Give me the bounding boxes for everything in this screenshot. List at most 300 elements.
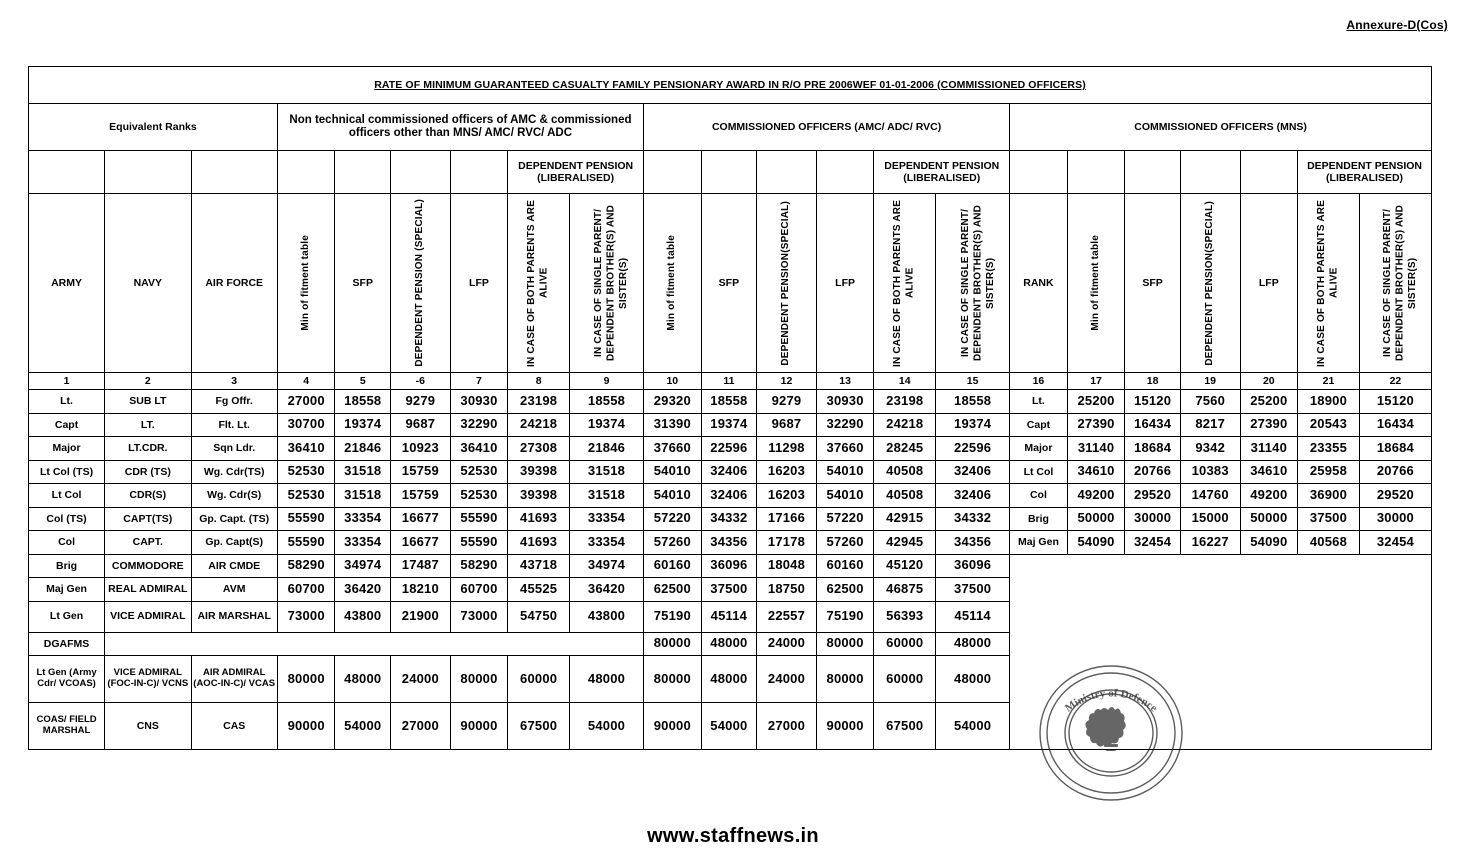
column-index-20: 20	[1240, 373, 1298, 390]
cell-g2-c10: 54010	[644, 460, 702, 484]
group-equivalent-ranks: Equivalent Ranks	[29, 104, 278, 151]
cell-g1-c4: 36410	[277, 437, 335, 461]
cell-g2-c13: 54010	[816, 484, 874, 508]
cell-g3-c17: 34610	[1067, 460, 1125, 484]
column-index-21: 21	[1298, 373, 1360, 390]
column-index-5: 5	[335, 373, 391, 390]
cell-g3-c19: 14760	[1180, 484, 1240, 508]
dependent-pension-liberalised-3: DEPENDENT PENSION (LIBERALISED)	[1298, 151, 1432, 194]
cell-g2-c11: 32406	[701, 460, 757, 484]
cell-g1-c9: 33354	[569, 507, 643, 531]
spacer-g3-lfp	[1240, 151, 1298, 194]
cell-g2-c15: 48000	[936, 656, 1010, 703]
header-g1-single-parent-text: IN CASE OF SINGLE PARENT/ DEPENDENT BROTHER(S) AND SISTER(S)	[593, 204, 630, 362]
cell-g3-c22: 15120	[1359, 390, 1431, 414]
header-g2-single-parent-text: IN CASE OF SINGLE PARENT/ DEPENDENT BROTHER(S) AND SISTER(S)	[959, 204, 996, 362]
cell-g2-c12: 24000	[757, 656, 817, 703]
cell-air-force: Flt. Lt.	[191, 413, 277, 437]
cell-g3-c19: 9342	[1180, 437, 1240, 461]
cell-g3-c18: 18684	[1125, 437, 1181, 461]
cell-g3-c21: 23355	[1298, 437, 1360, 461]
spacer-army	[29, 151, 105, 194]
cell-mns-rank: Capt	[1010, 413, 1068, 437]
cell-g2-c10: 29320	[644, 390, 702, 414]
cell-g2-c12: 27000	[757, 703, 817, 750]
cell-g1-c9: 33354	[569, 531, 643, 555]
spacer-g1-lfp	[450, 151, 508, 194]
cell-g1-c9: 36420	[569, 578, 643, 602]
cell-g2-c13: 80000	[816, 656, 874, 703]
column-index-14: 14	[874, 373, 936, 390]
cell-air-force: Sqn Ldr.	[191, 437, 277, 461]
header-g3-single-parent	[1359, 194, 1431, 373]
header-g2-min-fitment	[644, 194, 702, 373]
header-g2-min-fitment-text: Min of fitment table	[666, 235, 678, 331]
cell-g1-c9: 48000	[569, 656, 643, 703]
cell-g1-c6: 16677	[391, 531, 451, 555]
group-amc-adc-rvc: COMMISSIONED OFFICERS (AMC/ ADC/ RVC)	[644, 104, 1010, 151]
header-g3-both-parents	[1298, 194, 1360, 373]
cell-g2-c13: 32290	[816, 413, 874, 437]
cell-g3-c18: 32454	[1125, 531, 1181, 555]
spacer-g3-depspecial	[1180, 151, 1240, 194]
cell-g3-c20: 25200	[1240, 390, 1298, 414]
cell-g1-c7: 30930	[450, 390, 508, 414]
cell-g1-c5: 54000	[335, 703, 391, 750]
cell-g2-c12: 22557	[757, 601, 817, 632]
cell-army: COAS/ FIELD MARSHAL	[29, 703, 105, 750]
cell-navy: CNS	[105, 703, 191, 750]
cell-mns-rank: Brig	[1010, 507, 1068, 531]
spacer-g2-depspecial	[757, 151, 817, 194]
cell-g1-c4: 90000	[277, 703, 335, 750]
cell-g2-c10: 90000	[644, 703, 702, 750]
cell-mns-rank: Lt.	[1010, 390, 1068, 414]
cell-navy: REAL ADMIRAL	[105, 578, 191, 602]
cell-g1-c8: 45525	[508, 578, 570, 602]
cell-g3-c19: 8217	[1180, 413, 1240, 437]
cell-g2-c15: 37500	[936, 578, 1010, 602]
cell-g1-c7: 52530	[450, 484, 508, 508]
cell-g2-c12: 17178	[757, 531, 817, 555]
group-nontechnical-officers: Non technical commissioned officers of AMC & commissioned officers other than MNS/ AMC/ RVC/ ADC	[277, 104, 643, 151]
cell-g2-c12: 18750	[757, 578, 817, 602]
spacer-g3-fitment	[1067, 151, 1125, 194]
cell-navy: SUB LT	[105, 390, 191, 414]
header-g3-dependent-pension-special-text: DEPENDENT PENSION(SPECIAL)	[1203, 200, 1215, 366]
cell-army: Capt	[29, 413, 105, 437]
cell-g1-c6: 9279	[391, 390, 451, 414]
column-index-15: 15	[936, 373, 1010, 390]
cell-g3-c18: 20766	[1125, 460, 1181, 484]
cell-g1-c5: 19374	[335, 413, 391, 437]
cell-navy: LT.	[105, 413, 191, 437]
cell-g2-c13: 54010	[816, 460, 874, 484]
column-index-16: 16	[1010, 373, 1068, 390]
header-g3-single-parent-text: IN CASE OF SINGLE PARENT/ DEPENDENT BROTHER(S) AND SISTER(S)	[1382, 204, 1419, 362]
cell-g1-c9: 31518	[569, 484, 643, 508]
cell-g1-c4: 80000	[277, 656, 335, 703]
cell-g2-c10: 57220	[644, 507, 702, 531]
cell-g2-c13: 80000	[816, 632, 874, 656]
cell-g2-c10: 54010	[644, 484, 702, 508]
cell-g2-c11: 48000	[701, 632, 757, 656]
cell-g1-c8: 41693	[508, 531, 570, 555]
column-index-row	[29, 373, 1432, 390]
column-index-17: 17	[1067, 373, 1125, 390]
cell-g1-c4: 60700	[277, 578, 335, 602]
cell-g2-c14: 28245	[874, 437, 936, 461]
cell-g2-c12: 17166	[757, 507, 817, 531]
cell-g1-c7: 55590	[450, 531, 508, 555]
header-g1-dependent-pension-special	[391, 194, 451, 373]
cell-g2-c12: 11298	[757, 437, 817, 461]
header-g3-min-fitment	[1067, 194, 1125, 373]
cell-g2-c13: 57220	[816, 507, 874, 531]
cell-g2-c14: 56393	[874, 601, 936, 632]
cell-g2-c14: 23198	[874, 390, 936, 414]
cell-air-force: Gp. Capt(S)	[191, 531, 277, 555]
site-watermark: www.staffnews.in	[647, 825, 819, 847]
header-g2-dependent-pension-special	[757, 194, 817, 373]
cell-g2-c10: 57260	[644, 531, 702, 555]
cell-army: Brig	[29, 554, 105, 578]
table-title-row	[29, 67, 1432, 104]
cell-g3-c22: 16434	[1359, 413, 1431, 437]
cell-g3-c18: 15120	[1125, 390, 1181, 414]
cell-g2-c14: 40508	[874, 484, 936, 508]
spacer-g2-lfp	[816, 151, 874, 194]
table-row	[29, 460, 1432, 484]
cell-g2-c14: 67500	[874, 703, 936, 750]
cell-g2-c11: 45114	[701, 601, 757, 632]
cell-g3-c17: 50000	[1067, 507, 1125, 531]
cell-air-force: AIR CMDE	[191, 554, 277, 578]
cell-navy: CDR (TS)	[105, 460, 191, 484]
table-row	[29, 437, 1432, 461]
cell-g3-c19: 16227	[1180, 531, 1240, 555]
spacer-g1-sfp	[335, 151, 391, 194]
cell-g2-c14: 40508	[874, 460, 936, 484]
cell-army: Maj Gen	[29, 578, 105, 602]
cell-g3-c22: 29520	[1359, 484, 1431, 508]
cell-air-force: CAS	[191, 703, 277, 750]
cell-g1-c6: 24000	[391, 656, 451, 703]
cell-g2-c11: 48000	[701, 656, 757, 703]
column-index-8: 8	[508, 373, 570, 390]
column-index-2: 2	[105, 373, 191, 390]
cell-mns-rank: Major	[1010, 437, 1068, 461]
cell-g1-c5: 34974	[335, 554, 391, 578]
column-index-7: 7	[450, 373, 508, 390]
cell-g2-c15: 19374	[936, 413, 1010, 437]
cell-g2-c11: 19374	[701, 413, 757, 437]
cell-g1-c4: 55590	[277, 507, 335, 531]
cell-g2-c13: 30930	[816, 390, 874, 414]
cell-g1-c8: 23198	[508, 390, 570, 414]
cell-g1-c6: 16677	[391, 507, 451, 531]
cell-g2-c15: 18558	[936, 390, 1010, 414]
cell-g2-c14: 60000	[874, 656, 936, 703]
cell-navy: COMMODORE	[105, 554, 191, 578]
cell-g3-c20: 34610	[1240, 460, 1298, 484]
cell-air-force: AIR ADMIRAL (AOC-IN-C)/ VCAS	[191, 656, 277, 703]
column-index-18: 18	[1125, 373, 1181, 390]
cell-g1-c7: 52530	[450, 460, 508, 484]
group-mns: COMMISSIONED OFFICERS (MNS)	[1010, 104, 1432, 151]
cell-g2-c11: 34356	[701, 531, 757, 555]
cell-g2-c11: 34332	[701, 507, 757, 531]
cell-g2-c11: 36096	[701, 554, 757, 578]
cell-g3-c20: 27390	[1240, 413, 1298, 437]
cell-g1-c9: 54000	[569, 703, 643, 750]
column-index-12: 12	[757, 373, 817, 390]
header-g1-single-parent	[569, 194, 643, 373]
svg-text:Ministry of Defence: Ministry of Defence	[1062, 687, 1160, 715]
cell-g2-c10: 60160	[644, 554, 702, 578]
cell-g1-c9: 19374	[569, 413, 643, 437]
cell-g2-c15: 32406	[936, 460, 1010, 484]
dependent-pension-liberalised-2: DEPENDENT PENSION (LIBERALISED)	[874, 151, 1010, 194]
spacer-g1-depspecial	[391, 151, 451, 194]
spacer-airforce	[191, 151, 277, 194]
annexure-label: Annexure-D(Cos)	[1346, 18, 1448, 32]
cell-navy: CDR(S)	[105, 484, 191, 508]
cell-army: Lt Gen (Army Cdr/ VCOAS)	[29, 656, 105, 703]
cell-g3-c17: 54090	[1067, 531, 1125, 555]
cell-g3-c17: 27390	[1067, 413, 1125, 437]
header-mns-rank: RANK	[1010, 194, 1068, 373]
header-g3-min-fitment-text: Min of fitment table	[1089, 235, 1101, 331]
header-g2-dependent-pension-special-text: DEPENDENT PENSION(SPECIAL)	[780, 200, 792, 366]
cell-air-force: Gp. Capt. (TS)	[191, 507, 277, 531]
spacer-navy	[105, 151, 191, 194]
cell-mns-rank: Lt Col	[1010, 460, 1068, 484]
cell-g1-c4: 30700	[277, 413, 335, 437]
cell-g1-c9: 18558	[569, 390, 643, 414]
cell-g3-c18: 29520	[1125, 484, 1181, 508]
cell-g2-c14: 60000	[874, 632, 936, 656]
cell-army: Lt Gen	[29, 601, 105, 632]
cell-g1-c8: 54750	[508, 601, 570, 632]
pension-table-sheet	[28, 66, 1432, 750]
cell-g3-c22: 32454	[1359, 531, 1431, 555]
dependent-pension-band-row	[29, 151, 1432, 194]
header-g3-sfp: SFP	[1125, 194, 1181, 373]
cell-g1-c7: 90000	[450, 703, 508, 750]
spacer-g1-fitment	[277, 151, 335, 194]
cell-g1-c6: 18210	[391, 578, 451, 602]
cell-g2-c11: 22596	[701, 437, 757, 461]
cell-g1-c6: 17487	[391, 554, 451, 578]
cell-g2-c10: 80000	[644, 632, 702, 656]
spacer-mns-rank	[1010, 151, 1068, 194]
spacer-g2-fitment	[644, 151, 702, 194]
header-g1-both-parents	[508, 194, 570, 373]
cell-g1-c8: 39398	[508, 484, 570, 508]
cell-g2-c12: 9687	[757, 413, 817, 437]
cell-army: Col	[29, 531, 105, 555]
cell-air-force: Fg Offr.	[191, 390, 277, 414]
cell-g1-c7: 73000	[450, 601, 508, 632]
cell-g1-c8: 24218	[508, 413, 570, 437]
cell-g3-c17: 49200	[1067, 484, 1125, 508]
cell-g2-c12: 16203	[757, 484, 817, 508]
cell-g1-c4: 52530	[277, 484, 335, 508]
cell-g1-c6: 10923	[391, 437, 451, 461]
cell-army: Lt Col (TS)	[29, 460, 105, 484]
cell-army: Col (TS)	[29, 507, 105, 531]
cell-g2-c13: 60160	[816, 554, 874, 578]
header-g3-both-parents-text: IN CASE OF BOTH PARENTS ARE ALIVE	[1315, 199, 1340, 367]
cell-g3-c19: 7560	[1180, 390, 1240, 414]
cell-g1-c9: 21846	[569, 437, 643, 461]
cell-navy: VICE ADMIRAL	[105, 601, 191, 632]
cell-g1-c4: 27000	[277, 390, 335, 414]
cell-g1-c6: 15759	[391, 484, 451, 508]
cell-g3-c20: 50000	[1240, 507, 1298, 531]
cell-navy: CAPT.	[105, 531, 191, 555]
cell-g3-c18: 16434	[1125, 413, 1181, 437]
cell-g2-c10: 62500	[644, 578, 702, 602]
header-g2-both-parents	[874, 194, 936, 373]
cell-navy: LT.CDR.	[105, 437, 191, 461]
cell-g1-c5: 31518	[335, 460, 391, 484]
cell-g1-c6: 9687	[391, 413, 451, 437]
cell-g3-c20: 31140	[1240, 437, 1298, 461]
cell-g1-c8: 67500	[508, 703, 570, 750]
table-body	[29, 390, 1432, 750]
cell-g1-c6: 27000	[391, 703, 451, 750]
header-g3-lfp: LFP	[1240, 194, 1298, 373]
rotated-header-row	[29, 194, 1432, 373]
cell-g2-c13: 37660	[816, 437, 874, 461]
cell-g3-c21: 20543	[1298, 413, 1360, 437]
cell-g1-c5: 31518	[335, 484, 391, 508]
cell-g1-c4: 52530	[277, 460, 335, 484]
spacer-g2-sfp	[701, 151, 757, 194]
cell-army: Lt.	[29, 390, 105, 414]
cell-g3-c20: 49200	[1240, 484, 1298, 508]
pension-rate-table	[28, 66, 1432, 750]
cell-mns-rank: Col	[1010, 484, 1068, 508]
cell-g2-c15: 32406	[936, 484, 1010, 508]
cell-g2-c12: 16203	[757, 460, 817, 484]
header-g1-dependent-pension-special-text: DEPENDENT PENSION (SPECIAL)	[414, 199, 426, 367]
header-air-force: AIR FORCE	[191, 194, 277, 373]
cell-air-force: Wg. Cdr(TS)	[191, 460, 277, 484]
cell-air-force: AVM	[191, 578, 277, 602]
cell-g3-c19: 10383	[1180, 460, 1240, 484]
cell-g2-c13: 90000	[816, 703, 874, 750]
cell-g2-c11: 32406	[701, 484, 757, 508]
column-index-3: 3	[191, 373, 277, 390]
header-g2-single-parent	[936, 194, 1010, 373]
header-g1-lfp: LFP	[450, 194, 508, 373]
cell-g2-c10: 80000	[644, 656, 702, 703]
cell-g2-c15: 48000	[936, 632, 1010, 656]
cell-g2-c14: 46875	[874, 578, 936, 602]
cell-g1-c4: 55590	[277, 531, 335, 555]
spacer-g3-sfp	[1125, 151, 1181, 194]
table-row	[29, 507, 1432, 531]
cell-g1-c7: 36410	[450, 437, 508, 461]
cell-army: DGAFMS	[29, 632, 105, 656]
column-index-1: 1	[29, 373, 105, 390]
cell-air-force: Wg. Cdr(S)	[191, 484, 277, 508]
cell-g3-c17: 31140	[1067, 437, 1125, 461]
header-g1-min-fitment	[277, 194, 335, 373]
cell-g1-c8: 60000	[508, 656, 570, 703]
table-row	[29, 554, 1432, 578]
cell-g3-c22: 18684	[1359, 437, 1431, 461]
header-army: ARMY	[29, 194, 105, 373]
cell-g2-c14: 42915	[874, 507, 936, 531]
header-g3-dependent-pension-special	[1180, 194, 1240, 373]
dependent-pension-liberalised-1: DEPENDENT PENSION (LIBERALISED)	[508, 151, 644, 194]
cell-g2-c13: 75190	[816, 601, 874, 632]
cell-navy: CAPT(TS)	[105, 507, 191, 531]
cell-g3-c22: 20766	[1359, 460, 1431, 484]
cell-g1-c5: 21846	[335, 437, 391, 461]
cell-g3-c21: 36900	[1298, 484, 1360, 508]
cell-g2-c11: 18558	[701, 390, 757, 414]
header-navy: NAVY	[105, 194, 191, 373]
cell-g2-c10: 31390	[644, 413, 702, 437]
cell-g3-c17: 25200	[1067, 390, 1125, 414]
cell-g2-c14: 42945	[874, 531, 936, 555]
cell-g2-c13: 62500	[816, 578, 874, 602]
header-g1-min-fitment-text: Min of fitment table	[299, 235, 311, 331]
column-index-22: 22	[1359, 373, 1431, 390]
cell-g3-c18: 30000	[1125, 507, 1181, 531]
cell-army: Lt Col	[29, 484, 105, 508]
cell-g2-c15: 36096	[936, 554, 1010, 578]
cell-g1-c7: 58290	[450, 554, 508, 578]
cell-g3-c21: 18900	[1298, 390, 1360, 414]
cell-g1-c5: 33354	[335, 531, 391, 555]
cell-g1-c7: 60700	[450, 578, 508, 602]
cell-g2-c12: 18048	[757, 554, 817, 578]
cell-g3-c21: 37500	[1298, 507, 1360, 531]
cell-g2-c15: 45114	[936, 601, 1010, 632]
group-header-row	[29, 104, 1432, 151]
cell-g1-c9: 31518	[569, 460, 643, 484]
cell-g1-c5: 48000	[335, 656, 391, 703]
column-index-10: 10	[644, 373, 702, 390]
cell-army: Major	[29, 437, 105, 461]
cell-g2-c15: 22596	[936, 437, 1010, 461]
cell-g2-c10: 37660	[644, 437, 702, 461]
cell-g2-c10: 75190	[644, 601, 702, 632]
column-index-11: 11	[701, 373, 757, 390]
table-row	[29, 390, 1432, 414]
cell-g1-c9: 34974	[569, 554, 643, 578]
column-index-4: 4	[277, 373, 335, 390]
cell-g2-c11: 37500	[701, 578, 757, 602]
header-g2-lfp: LFP	[816, 194, 874, 373]
cell-g2-c11: 54000	[701, 703, 757, 750]
cell-g1-c5: 43800	[335, 601, 391, 632]
cell-g3-c21: 40568	[1298, 531, 1360, 555]
cell-g1-c6: 15759	[391, 460, 451, 484]
header-g2-sfp: SFP	[701, 194, 757, 373]
header-g1-both-parents-text: IN CASE OF BOTH PARENTS ARE ALIVE	[526, 199, 550, 367]
mns-empty-area	[1010, 554, 1432, 750]
column-index-19: 19	[1180, 373, 1240, 390]
cell-g2-c15: 54000	[936, 703, 1010, 750]
cell-g2-c15: 34332	[936, 507, 1010, 531]
